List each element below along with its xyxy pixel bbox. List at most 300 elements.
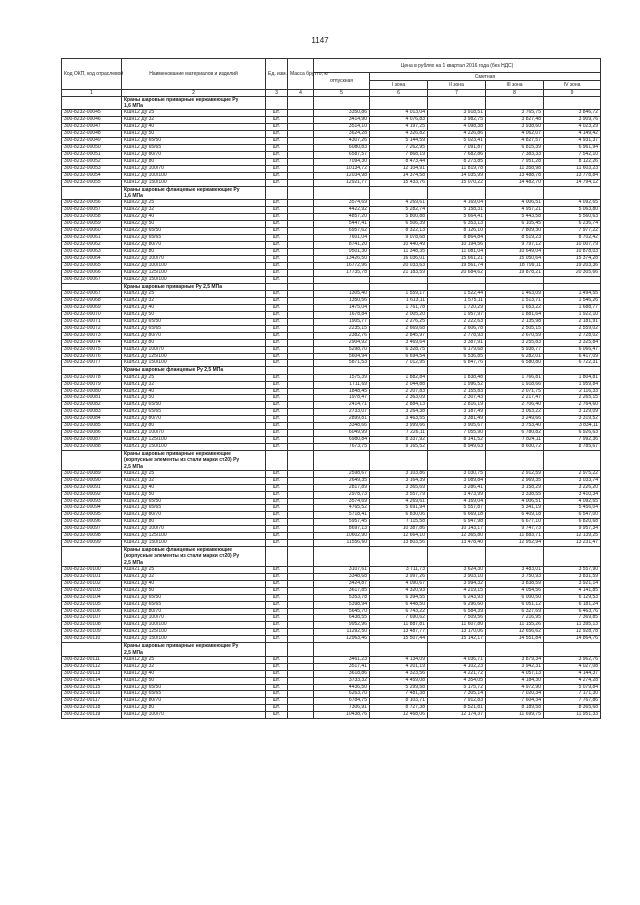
mass-cell [288, 221, 314, 228]
empty-cell [266, 451, 288, 471]
item-name-cell: КШп21 Ду 125/100 [122, 437, 266, 444]
release-price-cell: 1475,04 [314, 304, 370, 311]
okp-code-cell: 300-8232-00112 [62, 663, 122, 670]
zone-2-price-cell: 1 522,44 [428, 290, 486, 297]
mass-cell [288, 409, 314, 416]
item-name-cell: КШн12 Ду 80 [122, 159, 266, 166]
okp-code-cell: 300-8232-00111 [62, 656, 122, 663]
unit-cell: шт. [266, 444, 288, 451]
unit-cell: шт. [266, 325, 288, 332]
empty-cell [62, 97, 122, 110]
empty-cell [544, 547, 601, 567]
zone-1-price-cell: 5 299,58 [370, 684, 428, 691]
release-price-cell: 3424,87 [314, 580, 370, 587]
zone-4-price-cell: 11 603,23 [544, 166, 601, 173]
mass-cell [288, 705, 314, 712]
unit-cell: шт. [266, 629, 288, 636]
zone-1-price-cell: 4 201,19 [370, 663, 428, 670]
unit-cell: шт. [266, 505, 288, 512]
section-title [122, 186, 266, 199]
release-price-cell: 10602,90 [314, 533, 370, 540]
zone-3-price-cell: 1 881,64 [486, 311, 544, 318]
zone-1-price-cell: 3 711,73 [370, 566, 428, 573]
mass-cell [288, 318, 314, 325]
release-price-cell: 11556,60 [314, 540, 370, 547]
zone-3-price-cell: 11 358,98 [486, 166, 544, 173]
okp-code-cell: 300-8232-00115 [62, 684, 122, 691]
okp-code-cell: 300-8232-00048 [62, 131, 122, 138]
mass-cell [288, 395, 314, 402]
okp-code-cell: 300-8232-00070 [62, 311, 122, 318]
zone-2-price-cell: 7 682,86 [428, 152, 486, 159]
unit-cell: шт. [266, 255, 288, 262]
zone-2-price-cell: 7 305,14 [428, 691, 486, 698]
item-name-cell: КШн22 Ду 25 [122, 200, 266, 207]
unit-cell: шт. [266, 698, 288, 705]
table-row [62, 712, 601, 719]
release-price-cell: 5298,70 [314, 346, 370, 353]
zone-3-price-cell: 5 443,58 [486, 214, 544, 221]
zone-4-price-cell: 10 007,79 [544, 242, 601, 249]
zone-3-price-cell: 4 006,51 [486, 200, 544, 207]
okp-code-cell: 300-8232-00093 [62, 498, 122, 505]
okp-code-cell: 300-8232-00114 [62, 677, 122, 684]
release-price-cell: 2235,15 [314, 325, 370, 332]
unit-cell: шт. [266, 297, 288, 304]
zone-4-price-cell: 6 722,31 [544, 360, 601, 367]
mass-cell [288, 430, 314, 437]
zone-3-price-cell: 4 006,51 [486, 498, 544, 505]
zone-1-price-cell: 6 506,39 [370, 221, 428, 228]
zone-2-price-cell: 5 557,87 [428, 505, 486, 512]
item-name-cell: КШп21 Ду 25 [122, 374, 266, 381]
okp-code-cell: 300-8232-00096 [62, 519, 122, 526]
item-name-cell: КШн22 Ду 50 [122, 221, 266, 228]
unit-cell: шт. [266, 172, 288, 179]
zone-2-price-cell: 3 473,99 [428, 491, 486, 498]
empty-cell [266, 643, 288, 656]
item-name-cell: КШн22 Ду 80 [122, 248, 266, 255]
zone-1-price-cell: 4 323,56 [370, 670, 428, 677]
okp-code-cell: 300-8232-00104 [62, 594, 122, 601]
unit-cell: шт. [266, 228, 288, 235]
zone-1-price-cell: 12 664,10 [370, 533, 428, 540]
zone-4-price-cell: 1 959,84 [544, 381, 601, 388]
unit-cell: шт. [266, 512, 288, 519]
column-number: 5 [314, 90, 370, 97]
zone-1-price-cell: 8 337,92 [370, 437, 428, 444]
item-name-cell: КШн12 Ду 65/50 [122, 138, 266, 145]
release-price-cell: 3624,28 [314, 131, 370, 138]
unit-cell: шт. [266, 430, 288, 437]
zone-2-price-cell: 3 905,67 [428, 423, 486, 430]
zone-4-price-cell: 7 542,10 [544, 152, 601, 159]
item-name-cell: КШн21 Ду 50 [122, 491, 266, 498]
price-table [61, 58, 601, 719]
okp-code-cell: 300-8232-00110 [62, 636, 122, 643]
zone-1-price-cell: 1 882,84 [370, 374, 428, 381]
zone-1-price-cell: 8 322,13 [370, 228, 428, 235]
item-name-cell: КШн21 Ду 150/100 [122, 636, 266, 643]
zone-3-price-cell: 8 600,72 [486, 444, 544, 451]
zone-3-price-cell: 7 604,34 [486, 698, 544, 705]
item-name-cell: КШн12 Ду 65/50 [122, 684, 266, 691]
zone-2-price-cell: 13 478,40 [428, 540, 486, 547]
empty-cell [266, 547, 288, 567]
zone-4-price-cell: 12 928,78 [544, 629, 601, 636]
item-name-cell: КШн21 Ду 80 [122, 519, 266, 526]
zone-3-price-cell: 3 938,60 [486, 124, 544, 131]
unit-cell: шт. [266, 622, 288, 629]
zone-2-price-cell: 5 664,41 [428, 214, 486, 221]
zone-4-price-cell: 8 702,42 [544, 235, 601, 242]
zone-2-price-cell: 4 221,72 [428, 670, 486, 677]
unit-cell: шт. [266, 145, 288, 152]
item-name-cell: КШн21 Ду 125/100 [122, 533, 266, 540]
okp-code-cell: 300-8232-00069 [62, 304, 122, 311]
zone-3-price-cell: 13 488,78 [486, 172, 544, 179]
release-price-cell: 2817,89 [314, 484, 370, 491]
empty-cell [544, 97, 601, 110]
mass-cell [288, 677, 314, 684]
okp-code-cell: 300-8232-00080 [62, 388, 122, 395]
item-name-cell: КШн22 Ду 40 [122, 214, 266, 221]
zone-1-price-cell: 12 104,91 [370, 166, 428, 173]
zone-2-price-cell: 8 126,10 [428, 228, 486, 235]
zone-2-price-cell [428, 276, 486, 283]
empty-cell [266, 97, 288, 110]
zone-1-price-cell: 3 997,26 [370, 573, 428, 580]
header-release-price: отпускная [314, 73, 370, 90]
zone-3-price-cell: 6 051,12 [486, 601, 544, 608]
release-price-cell: 3617,85 [314, 587, 370, 594]
zone-1-price-cell: 8 103,71 [370, 698, 428, 705]
header-name: Наименование материалов и изделий [122, 59, 266, 90]
section-title-line: Краны шаровые приварные нержавеющие Ру [124, 643, 239, 650]
empty-cell [370, 186, 428, 199]
release-price-cell: 3574,69 [314, 200, 370, 207]
zone-3-price-cell: 14 551,84 [486, 636, 544, 643]
zone-4-price-cell: 4 149,42 [544, 131, 601, 138]
item-name-cell: КШп21 Ду 32 [122, 297, 266, 304]
unit-cell: шт. [266, 346, 288, 353]
zone-4-price-cell: 11 395,13 [544, 622, 601, 629]
zone-1-price-cell: 5 144,59 [370, 138, 428, 145]
unit-cell: шт. [266, 608, 288, 615]
zone-1-price-cell: 2 363,09 [370, 395, 428, 402]
zone-2-price-cell: 6 947,98 [428, 519, 486, 526]
mass-cell [288, 580, 314, 587]
item-name-cell: КШн12 Ду 50 [122, 677, 266, 684]
release-price-cell: 2978,73 [314, 491, 370, 498]
header-price-group: Цена в рублях на 1 квартал 2016 года (без НДС) [314, 59, 601, 73]
zone-4-price-cell: 1 494,55 [544, 290, 601, 297]
unit-cell: шт. [266, 381, 288, 388]
zone-3-price-cell: 4 054,56 [486, 587, 544, 594]
header-unit: Ед. изм. [266, 59, 288, 90]
unit-cell: шт. [266, 262, 288, 269]
zone-3-price-cell: 7 020,34 [486, 691, 544, 698]
zone-3-price-cell: 2 071,75 [486, 388, 544, 395]
zone-1-price-cell: 4 013,04 [370, 110, 428, 117]
release-price-cell: 4307,26 [314, 138, 370, 145]
zone-3-price-cell: 1 513,71 [486, 297, 544, 304]
mass-cell [288, 512, 314, 519]
zone-1-price-cell: 8 727,38 [370, 705, 428, 712]
okp-code-cell: 300-8232-00051 [62, 152, 122, 159]
release-price-cell: 9501,30 [314, 248, 370, 255]
zone-3-price-cell: 3 483,01 [486, 566, 544, 573]
column-number: 1 [62, 90, 122, 97]
release-price-cell: 6784,75 [314, 698, 370, 705]
zone-1-price-cell: 4 269,61 [370, 498, 428, 505]
item-name-cell: КШп21 Ду 150/100 [122, 360, 266, 367]
zone-4-price-cell: 7 767,86 [544, 698, 601, 705]
zone-2-price-cell: 19 561,74 [428, 262, 486, 269]
item-name-cell: КШн22 Ду 100/70 [122, 255, 266, 262]
column-number: 8 [486, 90, 544, 97]
page-number: 1147 [311, 36, 329, 45]
release-price-cell: 3348,66 [314, 423, 370, 430]
zone-4-price-cell: 4 141,85 [544, 587, 601, 594]
header-zone-1: I зона [370, 81, 428, 90]
zone-1-price-cell: 1 559,17 [370, 290, 428, 297]
unit-cell: шт. [266, 159, 288, 166]
zone-2-price-cell: 3 994,32 [428, 580, 486, 587]
zone-2-price-cell: 2 606,78 [428, 325, 486, 332]
mass-cell [288, 402, 314, 409]
zone-3-price-cell: 6 677,10 [486, 519, 544, 526]
unit-cell: шт. [266, 423, 288, 430]
zone-2-price-cell: 4 354,05 [428, 677, 486, 684]
zone-1-price-cell: 6 394,55 [370, 594, 428, 601]
zone-1-price-cell: 3 365,69 [370, 484, 428, 491]
mass-cell [288, 159, 314, 166]
item-name-cell: КШн21 Ду 100/70 [122, 615, 266, 622]
column-number: 4 [288, 90, 314, 97]
zone-1-price-cell: 7 868,19 [370, 152, 428, 159]
mass-cell [288, 437, 314, 444]
zone-1-price-cell: 7 012,95 [370, 360, 428, 367]
zone-4-price-cell: 2 116,33 [544, 388, 601, 395]
zone-2-price-cell: 6 669,18 [428, 512, 486, 519]
unit-cell: шт. [266, 304, 288, 311]
item-name-cell: КШн21 Ду 150/100 [122, 540, 266, 547]
column-number: 3 [266, 90, 288, 97]
section-title-line: Краны шаровые приварные Ру 2,5 МПа [124, 283, 222, 290]
okp-code-cell: 300-8232-00097 [62, 526, 122, 533]
zone-3-price-cell: 3 942,31 [486, 663, 544, 670]
zone-1-price-cell: 4 459,08 [370, 677, 428, 684]
mass-cell [288, 242, 314, 249]
unit-cell: шт. [266, 477, 288, 484]
section-title-row [62, 186, 601, 199]
mass-cell [288, 311, 314, 318]
zone-2-price-cell: 3 624,30 [428, 566, 486, 573]
unit-cell: шт. [266, 580, 288, 587]
item-name-cell: КШн12 Ду 100/70 [122, 166, 266, 173]
zone-3-price-cell: 3 827,48 [486, 117, 544, 124]
zone-4-price-cell: 7 992,36 [544, 437, 601, 444]
item-name-cell: КШн22 Ду 65/65 [122, 235, 266, 242]
zone-3-price-cell: 3 158,29 [486, 484, 544, 491]
zone-4-price-cell: 14 794,12 [544, 179, 601, 186]
zone-1-price-cell: 3 103,86 [370, 470, 428, 477]
mass-cell [288, 207, 314, 214]
table-body [62, 97, 601, 719]
zone-4-price-cell: 6 129,53 [544, 594, 601, 601]
release-price-cell: 4857,20 [314, 214, 370, 221]
mass-cell [288, 615, 314, 622]
unit-cell: шт. [266, 498, 288, 505]
zone-4-price-cell: 6 463,76 [544, 608, 601, 615]
zone-3-price-cell: 10 649,04 [486, 248, 544, 255]
zone-3-price-cell: 6 580,80 [486, 360, 544, 367]
okp-code-cell: 300-8232-00086 [62, 430, 122, 437]
zone-1-price-cell: 2 845,97 [370, 332, 428, 339]
zone-1-price-cell: 5 691,94 [370, 505, 428, 512]
okp-code-cell: 300-8232-00053 [62, 166, 122, 173]
item-name-cell: КШн21 Ду 40 [122, 580, 266, 587]
empty-cell [370, 451, 428, 471]
okp-code-cell: 300-8232-00052 [62, 159, 122, 166]
zone-1-price-cell: 3 264,38 [370, 409, 428, 416]
section-title [122, 547, 266, 567]
mass-cell [288, 374, 314, 381]
unit-cell: шт. [266, 491, 288, 498]
okp-code-cell: 300-8232-00091 [62, 484, 122, 491]
zone-1-price-cell: 2 669,68 [370, 325, 428, 332]
release-price-cell: 6049,99 [314, 430, 370, 437]
zone-4-price-cell: 13 231,47 [544, 540, 601, 547]
zone-3-price-cell: 7 216,95 [486, 615, 544, 622]
zone-4-price-cell: 2 265,15 [544, 395, 601, 402]
okp-code-cell: 300-8232-00045 [62, 110, 122, 117]
zone-2-price-cell: 3 387,91 [428, 339, 486, 346]
release-price-cell: 6438,55 [314, 615, 370, 622]
release-price-cell: 6263,70 [314, 691, 370, 698]
zone-2-price-cell: 15 142,17 [428, 636, 486, 643]
okp-code-cell: 300-8232-00046 [62, 117, 122, 124]
zone-4-price-cell: 8 122,26 [544, 159, 601, 166]
zone-2-price-cell: 8 273,85 [428, 159, 486, 166]
zone-3-price-cell: 6 105,45 [486, 221, 544, 228]
zone-2-price-cell: 3 381,49 [428, 416, 486, 423]
zone-3-price-cell: 1 463,09 [486, 290, 544, 297]
zone-2-price-cell: 4 169,04 [428, 200, 486, 207]
zone-1-price-cell: 11 348,35 [370, 248, 428, 255]
section-title-line: (корпусные элементы из стали марки ст20) Ру [124, 457, 240, 464]
okp-code-cell: 300-8232-00082 [62, 402, 122, 409]
unit-cell: шт. [266, 519, 288, 526]
mass-cell [288, 332, 314, 339]
mass-cell [288, 533, 314, 540]
zone-1-price-cell: 2 276,25 [370, 318, 428, 325]
unit-cell: шт. [266, 656, 288, 663]
okp-code-cell: 300-8232-00049 [62, 138, 122, 145]
okp-code-cell: 300-8232-00050 [62, 145, 122, 152]
item-name-cell: КШп21 Ду 100/70 [122, 430, 266, 437]
zone-1-price-cell: 4 320,93 [370, 587, 428, 594]
mass-cell [288, 684, 314, 691]
zone-4-price-cell [544, 276, 601, 283]
okp-code-cell: 300-8232-00078 [62, 374, 122, 381]
zone-4-price-cell: 3 962,76 [544, 656, 601, 663]
zone-4-price-cell: 3 921,14 [544, 580, 601, 587]
zone-4-price-cell: 6 820,68 [544, 519, 601, 526]
okp-code-cell: 300-8232-00063 [62, 248, 122, 255]
zone-2-price-cell: 15 070,22 [428, 179, 486, 186]
zone-3-price-cell: 2 135,98 [486, 318, 544, 325]
section-title [122, 451, 266, 471]
zone-2-price-cell: 4 219,15 [428, 587, 486, 594]
zone-4-price-cell: 5 456,04 [544, 505, 601, 512]
release-price-cell: 6587,57 [314, 152, 370, 159]
mass-cell [288, 346, 314, 353]
zone-2-price-cell: 6 179,68 [428, 346, 486, 353]
mass-cell [288, 262, 314, 269]
item-name-cell: КШп21 Ду 80 [122, 423, 266, 430]
release-price-cell: 1978,47 [314, 395, 370, 402]
zone-2-price-cell: 2 307,43 [428, 395, 486, 402]
unit-cell: шт. [266, 276, 288, 283]
okp-code-cell: 300-8232-00062 [62, 242, 122, 249]
column-number: 2 [122, 90, 266, 97]
okp-code-cell: 300-8232-00102 [62, 580, 122, 587]
release-price-cell: 3618,86 [314, 670, 370, 677]
item-name-cell: КШн21 Ду 40 [122, 484, 266, 491]
zone-2-price-cell: 1 720,29 [428, 304, 486, 311]
okp-code-cell: 300-8232-00113 [62, 670, 122, 677]
okp-code-cell: 300-8232-00100 [62, 566, 122, 573]
header-zone-4: IV зона [544, 81, 601, 90]
zone-2-price-cell: 2 778,93 [428, 332, 486, 339]
zone-4-price-cell: 6 181,24 [544, 601, 601, 608]
okp-code-cell: 300-8232-00075 [62, 346, 122, 353]
item-name-cell: КШп21 Ду 80 [122, 339, 266, 346]
zone-3-price-cell: 3 765,75 [486, 110, 544, 117]
item-name-cell: КШн21 Ду 80/70 [122, 512, 266, 519]
mass-cell [288, 276, 314, 283]
zone-1-price-cell: 12 468,06 [370, 712, 428, 719]
zone-3-price-cell: 7 824,11 [486, 437, 544, 444]
mass-cell [288, 636, 314, 643]
section-title-line: Краны шаровые приварные нержавеющие Ру [124, 97, 239, 103]
unit-cell: шт. [266, 533, 288, 540]
zone-1-price-cell: 4 076,83 [370, 117, 428, 124]
zone-4-price-cell: 4 092,65 [544, 200, 601, 207]
item-name-cell: КШн21 Ду 32 [122, 573, 266, 580]
zone-1-price-cell: 6 448,50 [370, 601, 428, 608]
zone-4-price-cell: 4 092,65 [544, 498, 601, 505]
zone-4-price-cell: 3 909,76 [544, 117, 601, 124]
release-price-cell: 5447,41 [314, 221, 370, 228]
mass-cell [288, 152, 314, 159]
zone-1-price-cell: 4 134,09 [370, 656, 428, 663]
zone-3-price-cell: 3 249,66 [486, 416, 544, 423]
unit-cell: шт. [266, 360, 288, 367]
table-row [62, 276, 601, 283]
release-price-cell: 7673,75 [314, 444, 370, 451]
item-name-cell: КШп21 Ду 125/100 [122, 353, 266, 360]
unit-cell: шт. [266, 166, 288, 173]
item-name-cell: КШн12 Ду 25 [122, 656, 266, 663]
zone-4-price-cell: 13 778,84 [544, 172, 601, 179]
unit-cell: шт. [266, 670, 288, 677]
okp-code-cell: 300-8232-00118 [62, 705, 122, 712]
unit-cell: шт. [266, 179, 288, 186]
column-number: 7 [428, 90, 486, 97]
